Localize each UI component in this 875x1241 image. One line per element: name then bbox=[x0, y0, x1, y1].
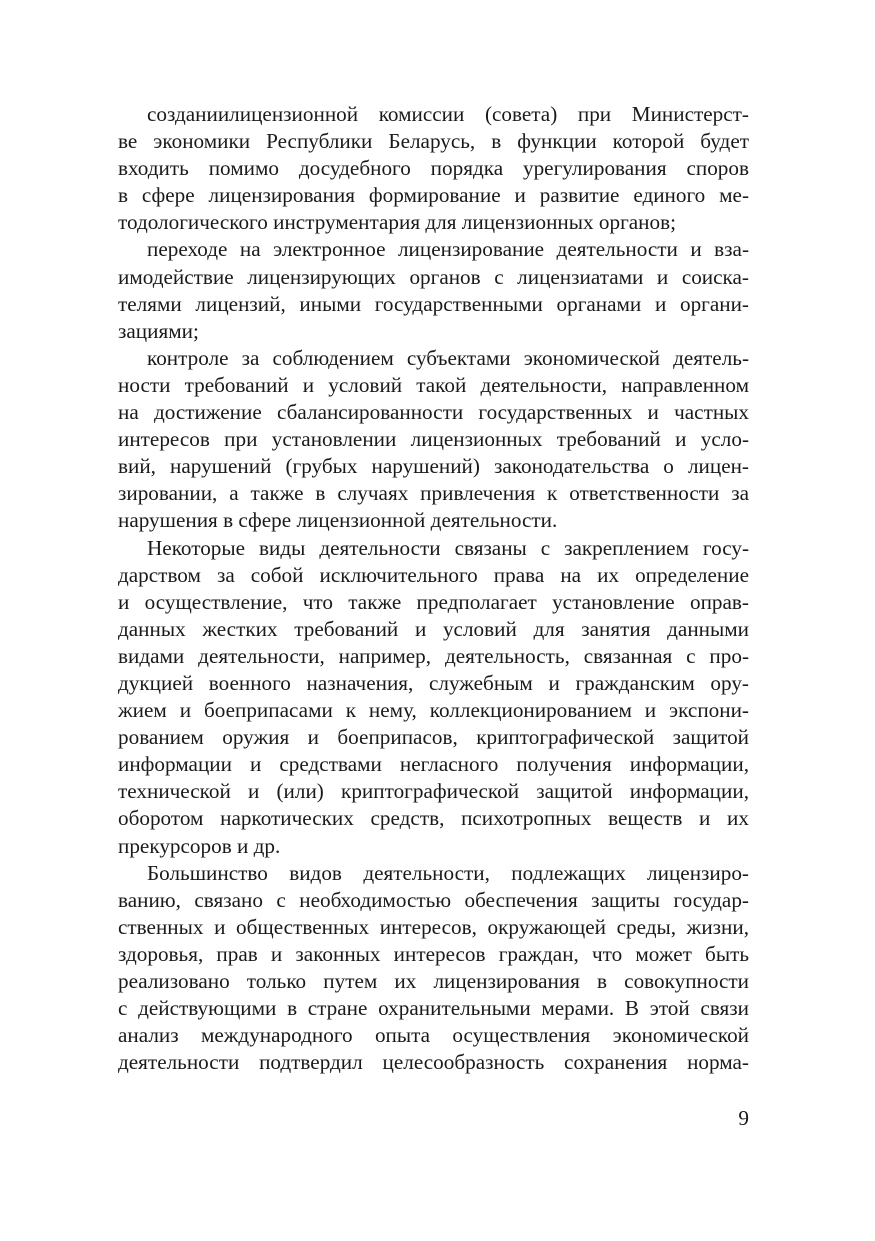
text-line: ственных и общественных интересов, окружающей среды, жизни, bbox=[118, 914, 749, 939]
text-line: входить помимо досудебного порядка урегулирования споров bbox=[118, 156, 749, 181]
text-line: зировании, а также в случаях привлечения к ответственности за bbox=[118, 481, 749, 506]
text-line: имодействие лицензирующих органов с лицензиатами и соиска- bbox=[118, 264, 749, 289]
paragraph-1 bbox=[118, 101, 749, 236]
body-text bbox=[118, 101, 749, 1076]
text-line: информации и средствами негласного получения информации, bbox=[118, 752, 749, 777]
text-line: ве экономики Республики Беларусь, в функции которой будет bbox=[118, 129, 749, 154]
text-line: рованием оружия и боеприпасов, криптографической защитой bbox=[118, 725, 749, 750]
text-line: ванию, связано с необходимостью обеспечения защиты государ- bbox=[118, 887, 749, 912]
paragraph-3 bbox=[118, 345, 749, 535]
text-line: жием и боеприпасами к нему, коллекционированием и экспони- bbox=[118, 698, 749, 723]
text-line: тодологического инструментария для лицензионных органов; bbox=[118, 210, 676, 235]
paragraph-4 bbox=[118, 535, 749, 860]
text-line: интересов при установлении лицензионных требований и усло- bbox=[118, 427, 749, 452]
text-line: переходе на электронное лицензирование деятельности и вза- bbox=[147, 237, 749, 262]
text-line: контроле за соблюдением субъектами экономической деятель- bbox=[147, 345, 749, 370]
text-line: видами деятельности, например, деятельность, связанная с про- bbox=[118, 643, 749, 668]
text-line: телями лицензий, иными государственными органами и органи- bbox=[118, 291, 749, 316]
text-line: вий, нарушений (грубых нарушений) законодательства о лицен- bbox=[118, 454, 749, 479]
text-line: дукцией военного назначения, служебным и гражданским ору- bbox=[118, 670, 749, 695]
text-line: реализовано только путем их лицензирования в совокупности bbox=[118, 969, 749, 993]
text-line: данных жестких требований и условий для занятия данными bbox=[118, 616, 749, 641]
text-line: на достижение сбалансированности государственных и частных bbox=[118, 400, 749, 425]
text-line: здоровья, прав и законных интересов граждан, что может быть bbox=[118, 941, 749, 966]
text-line: оборотом наркотических средств, психотропных веществ и их bbox=[118, 806, 749, 831]
text-line: Некоторые виды деятельности связаны с закреплением госу- bbox=[147, 535, 749, 560]
text-line: с действующими в стране охранительными мерами. В этой связи bbox=[118, 996, 749, 1021]
text-line: деятельности подтвердил целесообразность сохранения норма- bbox=[118, 1050, 749, 1075]
page-number: 9 bbox=[738, 1106, 749, 1130]
paragraph-5 bbox=[118, 860, 749, 1077]
text-line: зациями; bbox=[118, 318, 199, 343]
text-line: технической и (или) криптографической защитой информации, bbox=[118, 779, 749, 804]
text-line: и осуществление, что также предполагает установление оправ- bbox=[118, 589, 749, 614]
text-line: дарством за собой исключительного права на их определение bbox=[118, 562, 749, 587]
text-line: Большинство видов деятельности, подлежащих лицензиро- bbox=[147, 860, 749, 885]
paragraph-2 bbox=[118, 236, 749, 344]
text-line: нарушения в сфере лицензионной деятельности. bbox=[118, 508, 558, 533]
text-line: ности требований и условий такой деятельности, направленном bbox=[118, 372, 749, 397]
text-line: в сфере лицензирования формирование и развитие единого ме- bbox=[118, 183, 749, 208]
text-line: созданиилицензионной комиссии (совета) при Министерст- bbox=[147, 102, 749, 126]
text-line: анализ международного опыта осуществления экономической bbox=[118, 1023, 749, 1048]
text-line: прекурсоров и др. bbox=[118, 833, 281, 858]
